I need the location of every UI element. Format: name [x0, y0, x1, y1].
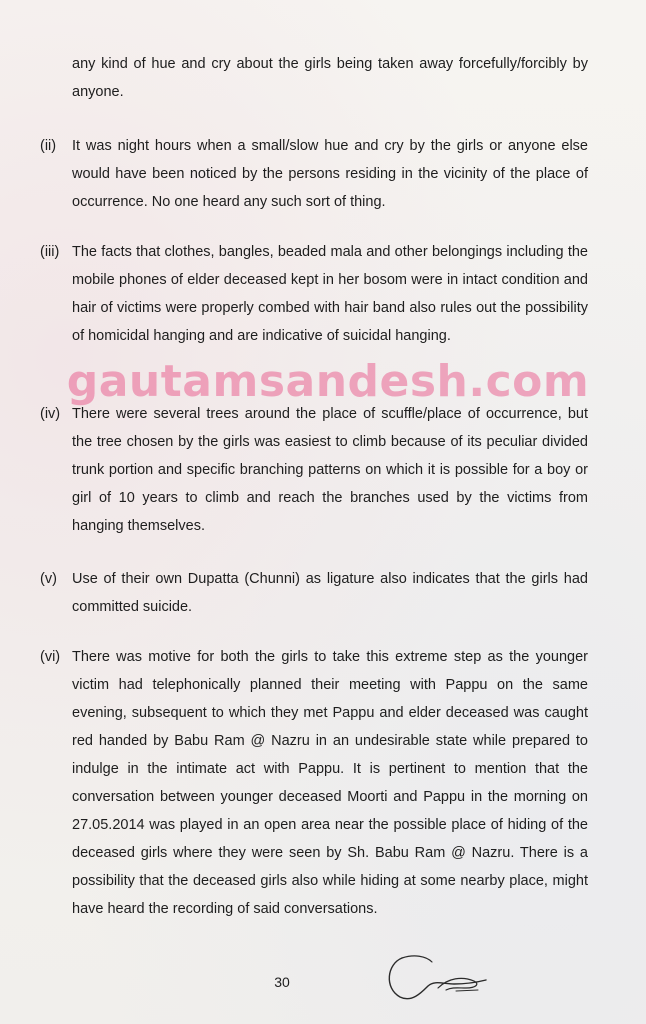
paragraph-text: The facts that clothes, bangles, beaded mala and other belongings including the mobile phones of elder deceased kept in her bosom were in intact condition and hair of victims were properly combed with hair band also rules out the possibility of homicidal hanging and are indicative of suicidal hanging. — [72, 244, 588, 344]
paragraph-text: Use of their own Dupatta (Chunni) as ligature also indicates that the girls had committed suicide. — [72, 571, 588, 615]
paragraph-text: It was night hours when a small/slow hue and cry by the girls or anyone else would have been noticed by the persons residing in the vicinity of the place of occurrence. No one heard any such sort of thing. — [72, 138, 588, 210]
paragraph-text: There were several trees around the place of scuffle/place of occurrence, but the tree chosen by the girls was easiest to climb because of its peculiar divided trunk portion and specific branching patterns on which it is possible for a boy or girl of 10 years to climb and reach the branches used by the victims from hanging themselves. — [72, 406, 588, 534]
page-number: 30 — [274, 974, 290, 990]
paragraph-number: (v) — [40, 571, 57, 587]
paragraph-number: (vi) — [40, 649, 61, 665]
paragraph-number: (iii) — [40, 244, 60, 260]
paragraph-text: There was motive for both the girls to take this extreme step as the younger victim had telephonically planned their meeting with Pappu on the same evening, subsequent to which they met Pappu and elder deceased was caught red handed by Babu Ram @ Nazru in an undesirable state while prepared to indulge in the intimate act with Pappu. It is pertinent to mention that the conversation between younger deceased Moorti and Pappu in the morning on 27.05.2014 was played in an open area near the possible place of hiding of the deceased girls where they were seen by Sh. Babu Ram @ Nazru. There is a possibility that the deceased girls also while hiding at some nearby place, might have heard the recording of said conversations. — [72, 649, 588, 917]
paragraph-number: (iv) — [40, 406, 61, 422]
paragraph-number: (ii) — [40, 138, 57, 154]
watermark: gautamsandesh.com — [66, 356, 590, 407]
signature-icon — [382, 950, 502, 1005]
paragraph-text: any kind of hue and cry about the girls being taken away forcefully/forcibly by anyone. — [72, 56, 588, 100]
